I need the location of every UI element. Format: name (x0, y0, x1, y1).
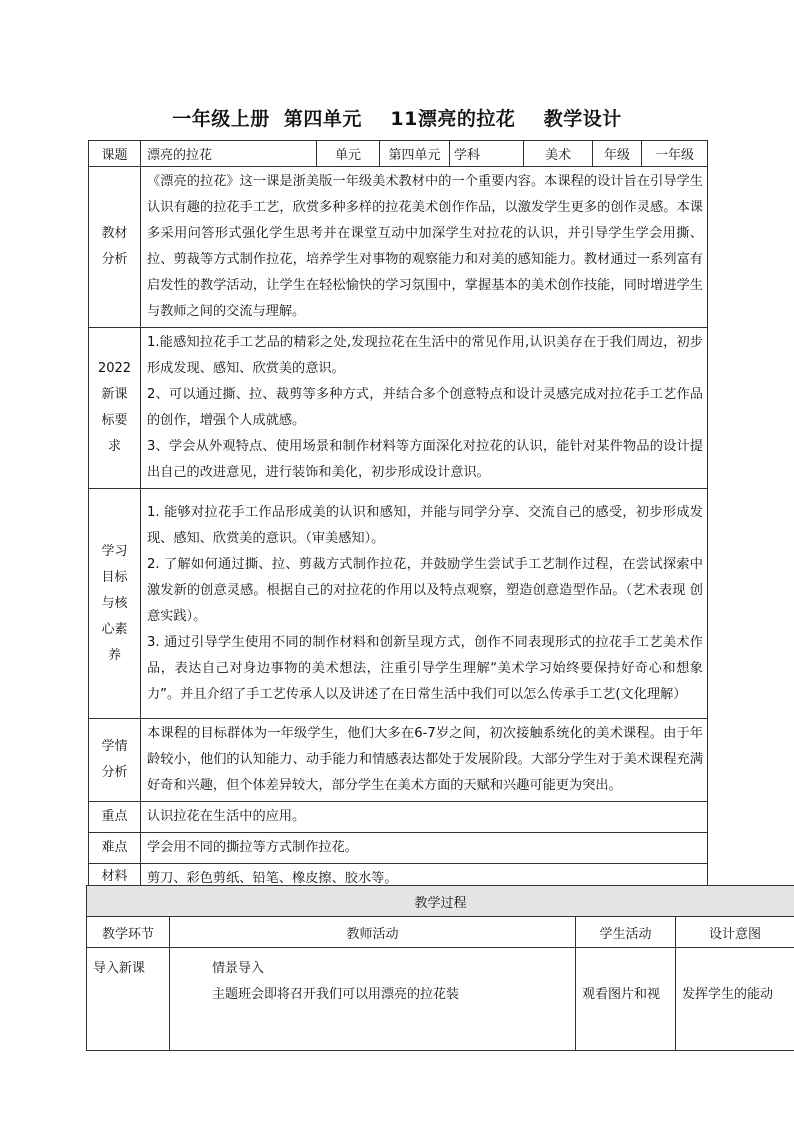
column-header-stage: 教学环节 (87, 917, 170, 948)
key-point-text: 认识拉花在生活中的应用。 (141, 802, 708, 833)
material-analysis-label: 教材 分析 (89, 167, 141, 328)
grade-value: 一年级 (642, 141, 708, 167)
column-header-student: 学生活动 (576, 917, 676, 948)
column-header-intent: 设计意图 (676, 917, 794, 948)
design-intent-cell: 发挥学生的能动 (676, 948, 794, 1051)
materials-label: 材料 (89, 864, 141, 917)
process-banner-row (87, 886, 794, 917)
requirement-item: 1.能感知拉花手工艺品的精彩之处,发现拉花在生活中的常见作用,认识美存在于我们周边，初步形成发现、感知、欣赏美的意识。 (147, 335, 703, 376)
student-activity-cell: 观看图片和视 (576, 948, 676, 1051)
teaching-process-table (86, 885, 794, 1051)
objective-item: 1. 能够对拉花手工作品形成美的认识和感知，并能与同学分享、交流自己的感受，初步形成发现、感知、欣赏美的意识。（审美感知）。 (147, 504, 703, 546)
grade-label: 年级 (593, 141, 642, 167)
objectives-row (89, 489, 708, 719)
process-row (87, 948, 794, 1051)
learner-analysis-text: 本课程的目标群体为一年级学生，他们大多在6-7岁之间，初次接触系统化的美术课程。由于年龄较小，他们的认知能力、动手能力和情感表达都处于发展阶段。大部分学生对于美术课程充满好奇和兴趣，但个体差异较大，部分学生在美术方面的天赋和兴趣可能更为突出。 (141, 719, 708, 802)
objectives-label: 学习 目标 与核 心素 养 (89, 489, 141, 719)
key-point-label: 重点 (89, 802, 141, 833)
material-analysis-row (89, 167, 708, 328)
key-point-row (89, 802, 708, 833)
objectives-text (141, 489, 708, 719)
standard-requirements-text (141, 328, 708, 489)
subject-value: 美术 (524, 141, 593, 167)
objective-item: 2. 了解如何通过撕、拉、剪裁方式制作拉花，并鼓励学生尝试手工艺制作过程，在尝试探索中激发新的创意灵感。根据自己的对拉花的作用以及特点观察，塑造创意造型作品。（艺术表现 创意实践）。 (147, 556, 703, 624)
teacher-activity-heading: 情景导入 (212, 961, 265, 976)
process-banner: 教学过程 (87, 886, 794, 917)
standard-requirements-label: 2022 新课 标要 求 (89, 328, 141, 489)
course-value: 漂亮的拉花 (141, 141, 317, 167)
stage-cell: 导入新课 (87, 948, 170, 1051)
requirement-item: 3、学会从外观特点、使用场景和制作材料等方面深化对拉花的认识，能针对某件物品的设计提出自己的改进意见，进行装饰和美化，初步形成设计意识。 (147, 439, 703, 480)
header-row (89, 141, 708, 167)
page-title: 一年级上册 第四单元 11漂亮的拉花 教学设计 (172, 108, 622, 130)
difficulty-label: 难点 (89, 833, 141, 864)
difficulty-row (89, 833, 708, 864)
lesson-info-table (88, 140, 708, 917)
course-label: 课题 (89, 141, 141, 167)
material-analysis-text: 《漂亮的拉花》这一课是浙美版一年级美术教材中的一个重要内容。本课程的设计旨在引导学生认识有趣的拉花手工艺，欣赏多种多样的拉花美术创作作品，以激发学生更多的创作灵感。本课多采用问答形式强化学生思考并在课堂互动中加深学生对拉花的认识，并引导学生学会用撕、拉、剪裁等方式制作拉花，培养学生对事物的观察能力和对美的感知能力。教材通过一系列富有启发性的教学活动，让学生在轻松愉快的学习氛围中，掌握基本的美术创作技能，同时增进学生与教师之间的交流与理解。 (141, 167, 708, 328)
requirement-item: 2、可以通过撕、拉、裁剪等多种方式，并结合多个创意特点和设计灵感完成对拉花手工艺作品的创作，增强个人成就感。 (147, 387, 703, 428)
unit-label: 单元 (317, 141, 380, 167)
materials-text: 剪刀、彩色剪纸、铅笔、橡皮擦、胶水等。 (141, 864, 708, 917)
learner-analysis-label: 学情 分析 (89, 719, 141, 802)
unit-value: 第四单元 (380, 141, 450, 167)
difficulty-text: 学会用不同的撕拉等方式制作拉花。 (141, 833, 708, 864)
column-header-teacher: 教师活动 (170, 917, 576, 948)
standard-requirements-row (89, 328, 708, 489)
learner-analysis-row (89, 719, 708, 802)
process-column-header (87, 917, 794, 948)
subject-label: 学科 (450, 141, 524, 167)
objective-item: 3. 通过引导学生使用不同的制作材料和创新呈现方式，创作不同表现形式的拉花手工艺美术作品，表达自己对身边事物的美术想法，注重引导学生理解“美术学习始终要保持好奇心和想象力”。并且介绍了手工艺传承人以及讲述了在日常生活中我们可以怎么传承手工艺(文化理解） (147, 634, 703, 702)
teacher-activity-cell (170, 948, 576, 1051)
teacher-activity-text: 主题班会即将召开我们可以用漂亮的拉花装 (212, 987, 460, 1002)
